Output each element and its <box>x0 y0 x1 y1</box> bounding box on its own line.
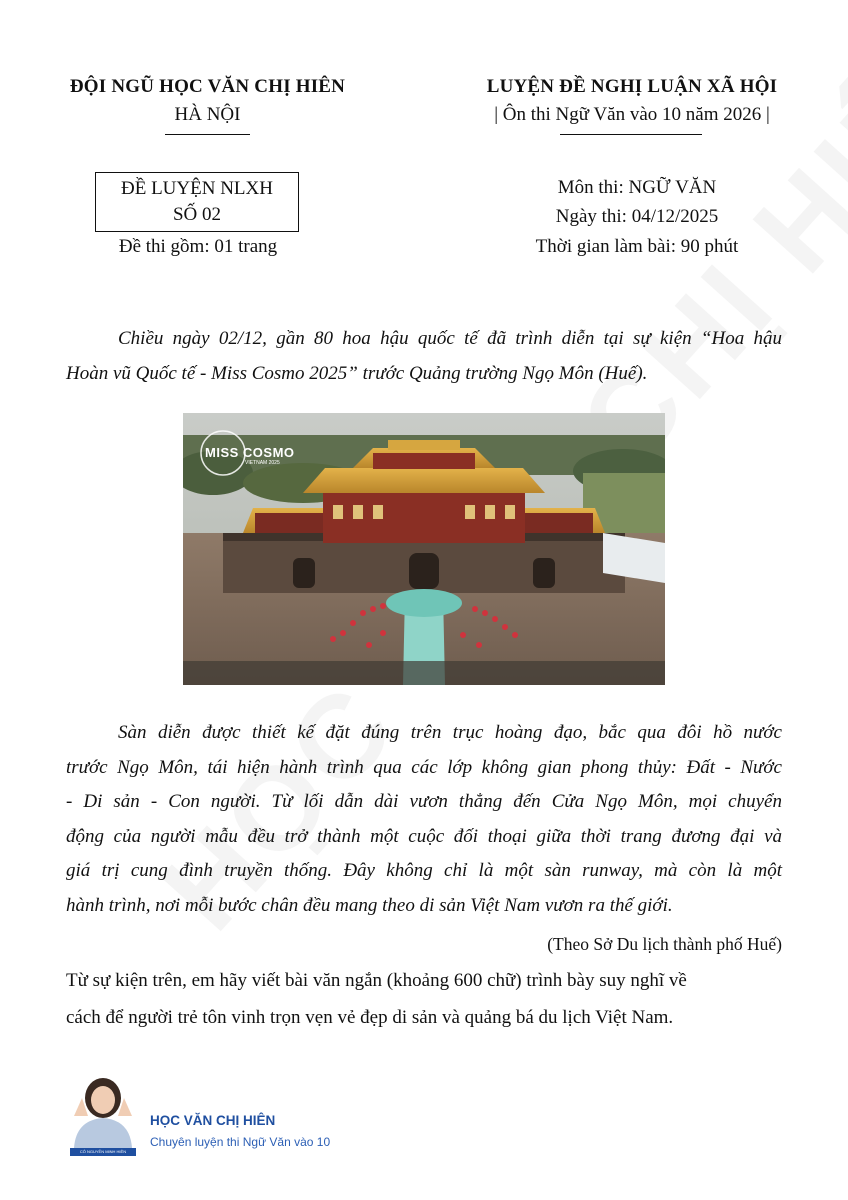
intro-line: Hoàn vũ Quốc tế - Miss Cosmo 2025” trước Quảng trường Ngọ Môn (Huế). <box>66 362 648 384</box>
intro-paragraph <box>66 322 782 391</box>
avatar-caption: CÔ NGUYỄN MINH HIÊN <box>79 1149 127 1154</box>
intro-line: Chiều ngày 02/12, gần 80 hoa hậu quốc tế đã trình diễn tại sự kiện “Hoa hậu <box>118 328 782 349</box>
exam-code-line2: SỐ 02 <box>172 204 222 225</box>
exam-series-subtitle: | Ôn thi Ngữ Văn vào 10 năm 2026 | <box>494 104 770 125</box>
exam-date: Ngày thi: 04/12/2025 <box>555 206 719 227</box>
left-header-rule <box>165 134 250 135</box>
teacher-avatar <box>66 1068 140 1156</box>
body-line: động của người mẫu đều trở thành một cuộc đối thoại giữa thời trang đương đại và <box>66 825 782 847</box>
footer-tagline: Chuyên luyện thi Ngữ Văn vào 10 <box>150 1135 331 1149</box>
source-citation: (Theo Sở Du lịch thành phố Huế) <box>547 934 782 954</box>
body-line: giá trị cung đình truyền thống. Đây không chỉ là một sàn runway, mà còn là một <box>66 860 782 881</box>
organization-city: HÀ NỘI <box>174 104 241 125</box>
prompt-line: Từ sự kiện trên, em hãy viết bài văn ngắn (khoảng 600 chữ) trình bày suy nghĩ về <box>66 970 687 991</box>
exam-page-count: Đề thi gồm: 01 trang <box>118 236 278 257</box>
footer-brand: HỌC VĂN CHỊ HIÊN <box>150 1113 276 1128</box>
organization-name: ĐỘI NGŨ HỌC VĂN CHỊ HIÊN <box>69 76 346 97</box>
exam-subject: Môn thi: NGỮ VĂN <box>557 177 717 198</box>
body-line: - Di sản - Con người. Từ lối dẫn dài vươn thẳng đến Cửa Ngọ Môn, mọi chuyển <box>66 791 782 812</box>
prompt-line: cách để người trẻ tôn vinh trọn vẹn vẻ đẹp di sản và quảng bá du lịch Việt Nam. <box>66 1007 674 1028</box>
body-line: hành trình, nơi mỗi bước chân đều mang theo di sản Việt Nam vươn ra thế giới. <box>66 894 673 916</box>
exam-code-line1: ĐỀ LUYỆN NLXH <box>121 178 273 199</box>
exam-duration: Thời gian làm bài: 90 phút <box>535 236 739 257</box>
event-photo <box>183 413 665 685</box>
exam-code-box <box>95 172 299 232</box>
exam-series-title: LUYỆN ĐỀ NGHỊ LUẬN XÃ HỘI <box>486 76 778 97</box>
miss-cosmo-logo: MISS COSMO <box>205 445 295 460</box>
right-header-rule <box>560 134 702 135</box>
body-line: trước Ngọ Môn, tái hiện hành trình qua các lớp không gian phong thủy: Đất - Nước <box>66 756 782 778</box>
body-paragraph <box>66 716 782 923</box>
body-line: Sàn diễn được thiết kế đặt đúng trên trục hoàng đạo, bắc qua đôi hồ nước <box>118 722 782 743</box>
miss-cosmo-logo-sub: VIETNAM 2025 <box>245 460 280 466</box>
essay-prompt <box>66 962 782 1036</box>
